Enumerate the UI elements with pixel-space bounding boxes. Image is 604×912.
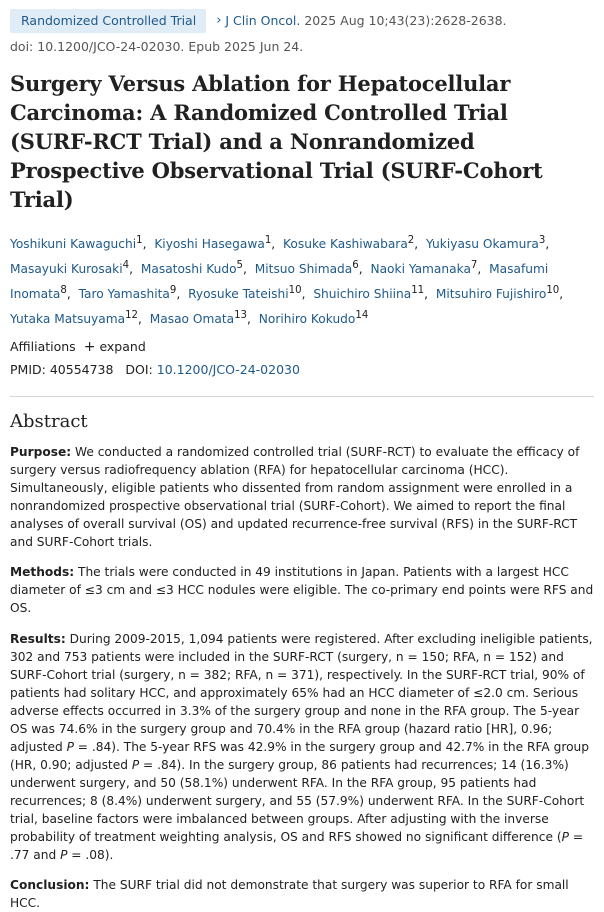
author-separator: , <box>247 312 251 327</box>
p-symbol: P <box>66 739 74 754</box>
author-separator: , <box>176 287 181 302</box>
author-affiliation-ref[interactable]: 12 <box>125 310 138 322</box>
author-affiliation-ref[interactable]: 6 <box>352 260 359 272</box>
author-link[interactable]: Taro Yamashita <box>78 287 170 302</box>
results-text-2: = .84). The 5-year RFS was 42.9% in the surgery group and 42.7% in the RFA group (HR, 0.90; adjusted <box>10 739 589 772</box>
abstract-purpose <box>10 443 594 551</box>
author-link[interactable]: Mitsuo Shimada <box>254 262 353 277</box>
purpose-text: We conducted a randomized controlled trial (SURF-RCT) to evaluate the efficacy of surgery versus radiofrequency ablation (RFA) for hepatocellular carcinoma (HCC). Simultaneously, eligible patients who dissented from random assignment were enrolled in a nonrandomized prospective observational trial (SURF-Cohort). We aimed to report the final analyses of overall survival (OS) and updated recurrence-free survival (RFS) in the SURF-RCT and SURF-Cohort trials. <box>10 445 580 550</box>
author-item <box>436 287 567 301</box>
methods-label: Methods: <box>10 565 75 580</box>
article-title: Surgery Versus Ablation for Hepatocellular Carcinoma: A Randomized Controlled Trial (SURF-RCT Trial) and a Nonrandomized Prospective Observational Trial (SURF-Cohort Trial) <box>10 71 543 212</box>
doi-link[interactable]: 10.1200/JCO-24-02030 <box>156 362 300 378</box>
author-item <box>283 237 422 251</box>
results-text-1: During 2009-2015, 1,094 patients were registered. After excluding ineligible patients, 302 and 753 patients were included in the SURF-RCT (surgery, n = 150; RFA, n = 152) and SURF-Cohort trial (surgery, n = 382; RFA, n = 371), respectively. In the SURF-RCT trial, 90% of patients had solitary HCC, and approximately 65% had an HCC diameter of ≤2.0 cm. Serious adverse effects occurred in 3.3% of the surgery group and none in the RFA group. The 5-year OS was 74.6% in the surgery group and 70.4% in the RFA group (hazard ratio [HR], 0.96; adjusted <box>10 631 593 754</box>
author-link[interactable]: Yutaka Matsuyama <box>10 312 126 327</box>
citation-text: 2025 Aug 10;43(23):2628-2638. <box>304 13 507 28</box>
author-affiliation-ref[interactable]: 11 <box>411 285 425 297</box>
author-affiliation-ref[interactable]: 5 <box>236 260 244 272</box>
chevron-right-icon: › <box>216 13 222 28</box>
expand-label: expand <box>99 339 146 355</box>
author-link[interactable]: Kiyoshi Hasegawa <box>154 237 265 252</box>
author-separator: , <box>142 237 147 252</box>
results-text-4: = .77 and <box>10 829 584 862</box>
abstract-conclusion <box>10 876 594 912</box>
author-affiliation-ref[interactable]: 10 <box>546 285 560 297</box>
author-separator: , <box>129 262 133 277</box>
author-separator: , <box>138 312 142 327</box>
results-label: Results: <box>10 631 66 646</box>
identifiers <box>10 361 594 379</box>
author-item <box>255 262 367 276</box>
author-separator: , <box>424 287 429 302</box>
publication-type-badge[interactable]: Randomized Controlled Trial <box>10 9 206 33</box>
doi-label: DOI: <box>125 362 153 378</box>
author-link[interactable]: Masafumi Inomata <box>10 262 549 302</box>
affiliations-toggle[interactable] <box>10 338 594 356</box>
author-separator: , <box>66 287 71 302</box>
author-item <box>150 312 255 326</box>
author-separator: , <box>559 287 564 302</box>
author-affiliation-ref[interactable]: 1 <box>136 235 143 246</box>
author-item <box>154 237 279 251</box>
author-item <box>426 237 553 251</box>
p-symbol: P <box>60 847 68 862</box>
author-link[interactable]: Ryosuke Tateishi <box>188 287 289 302</box>
affiliations-label: Affiliations <box>10 339 76 355</box>
results-text-5: = .08). <box>67 847 114 862</box>
author-item <box>79 287 185 301</box>
author-item <box>259 312 369 326</box>
author-item <box>370 262 485 276</box>
methods-text: The trials were conducted in 49 institutions in Japan. Patients with a largest HCC diameter of ≤3 cm and ≤3 HCC nodules were eligible. The co-primary end points were RFS and OS. <box>10 565 594 616</box>
section-divider <box>10 396 594 397</box>
pmid-value: 40554738 <box>49 362 114 378</box>
author-affiliation-ref[interactable]: 4 <box>122 260 130 272</box>
author-separator: , <box>545 237 550 252</box>
author-affiliation-ref[interactable]: 8 <box>60 285 67 297</box>
conclusion-text: The SURF trial did not demonstrate that surgery was superior to RFA for small HCC. <box>10 877 569 910</box>
author-link[interactable]: Naoki Yamanaka <box>370 262 471 277</box>
author-affiliation-ref[interactable]: 7 <box>470 260 478 272</box>
results-text-3: = .84). In the surgery group, 86 patients had recurrences; 14 (16.3%) underwent surgery, and 50 (58.1%) underwent RFA. In the RFA group, 95 patients had recurrences; 8 (8.4%) underwent surgery, and 55 (57.9%) underwent RFA. In the SURF-Cohort trial, baseline factors were imbalanced between groups. After adjusting with the inverse probability of treatment weighting analysis, OS and RFS showed no significant difference ( <box>10 757 585 844</box>
author-link[interactable]: Masao Omata <box>149 312 235 327</box>
author-affiliation-ref[interactable]: 9 <box>169 285 177 297</box>
author-link[interactable]: Masatoshi Kudo <box>140 262 237 277</box>
conclusion-label: Conclusion: <box>10 877 90 892</box>
p-symbol: P <box>131 757 140 772</box>
author-separator: , <box>414 237 419 252</box>
author-affiliation-ref[interactable]: 10 <box>288 285 302 297</box>
abstract-results <box>10 630 594 864</box>
abstract-heading: Abstract <box>10 411 88 433</box>
abstract-methods <box>10 563 594 617</box>
author-item <box>10 312 146 326</box>
doi-line: doi: 10.1200/JCO-24-02030. Epub 2025 Jun 24. <box>10 39 304 54</box>
author-affiliation-ref[interactable]: 1 <box>264 235 272 246</box>
author-affiliation-ref[interactable]: 14 <box>355 310 369 322</box>
author-separator: , <box>301 287 306 302</box>
author-affiliation-ref[interactable]: 2 <box>407 235 415 246</box>
author-separator: , <box>271 237 276 252</box>
author-separator: , <box>477 262 482 277</box>
author-affiliation-ref[interactable]: 3 <box>538 235 546 246</box>
author-link[interactable]: Norihiro Kokudo <box>258 312 356 327</box>
plus-icon: + <box>83 339 96 356</box>
author-affiliation-ref[interactable]: 13 <box>234 310 248 322</box>
author-item <box>10 262 137 276</box>
author-link[interactable]: Yoshikuni Kawaguchi <box>10 237 137 252</box>
pmid-label: PMID: <box>10 362 46 378</box>
author-link[interactable]: Yukiyasu Okamura <box>426 237 539 252</box>
author-item <box>10 237 150 251</box>
author-link[interactable]: Masayuki Kurosaki <box>10 262 123 277</box>
author-separator: , <box>243 262 247 277</box>
author-item <box>141 262 251 276</box>
p-symbol: P <box>561 829 569 844</box>
author-link[interactable]: Shuichiro Shiina <box>313 287 412 302</box>
journal-link[interactable]: J Clin Oncol. <box>225 13 301 28</box>
purpose-label: Purpose: <box>10 445 72 460</box>
author-item <box>313 287 432 301</box>
author-list <box>10 230 594 330</box>
author-item <box>188 287 309 301</box>
header-meta <box>10 9 594 33</box>
author-separator: , <box>358 262 363 277</box>
author-link[interactable]: Kosuke Kashiwabara <box>283 237 408 252</box>
author-link[interactable]: Mitsuhiro Fujishiro <box>435 287 547 302</box>
